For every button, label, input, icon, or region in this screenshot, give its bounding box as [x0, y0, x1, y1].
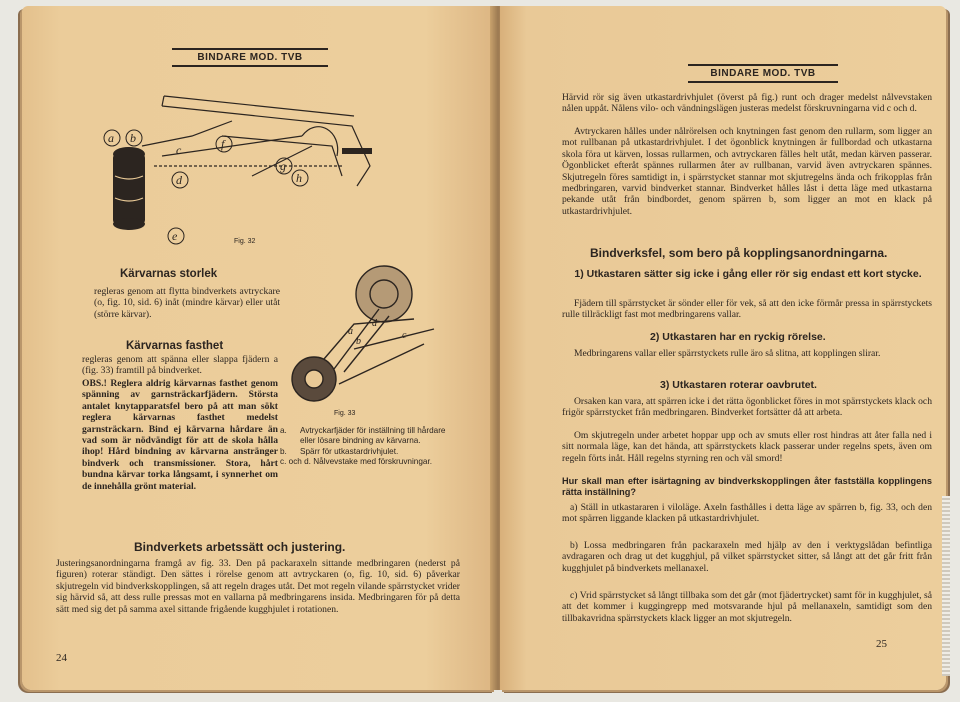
label-g [276, 158, 292, 174]
svg-text:e: e [172, 229, 178, 243]
label-e [168, 228, 184, 244]
label-h [292, 170, 308, 186]
page-edges [942, 496, 950, 676]
fig33-label-d: d [372, 318, 377, 329]
section-body-fasthet: regleras genom att spänna eller slappa fjädern a (fig. 33) framtill på bindverket. [82, 354, 278, 377]
paragraph-avtryckaren: Avtryckaren hålles under nålrörelsen och knytningen fast genom den rullarm, som ligger an mot rullbanan på utkastardrivhjulet. I det ögonblick knytningen är fullbordad och utkastarna skola föra ut kärven, lossas rullarmen, och avtryckaren fälles helt utåt, medan kärven passerar. Ögonblicket efteråt spännes rullarmen åter av rullbanan, varvid även avtryckaren spännes. Skjutregeln föres samtidigt in, i spärrstycket stannar mot skjutregelns ända och frikopplas från medbringaren, varvid bindverket stannar. Bindverket hålles låst i detta läge med utkastarna pekande utåt från bindbordet, genom spärren b, som ligger an mot en klack på utkastardrivhjulet. [562, 126, 932, 217]
label-d [172, 172, 188, 188]
section-body-arbetssatt: Justeringsanordningarna framgå av fig. 33. Den på packaraxeln sittande medbringaren (nederst på figuren) roterar ständigt. Den sättes i rörelse genom att avtryckaren (o, fig. 10, sid. 6) påverkar skjutregeln vid bindverkskopplingen, så att regeln drages utåt. Det mot regeln vilande spärrstycket vrider sig härvid så, att dess rulle pressas mot en vallarna på medbringarens insida. Medbringaren för på detta sätt med sig det på samma axel sittande frigående kugghjulet i rotationen. [56, 558, 460, 615]
section-title-arbetssatt: Bindverkets arbetssätt och justering. [134, 540, 346, 554]
fault-2-body: Medbringarens vallar eller spärrstyckets rulle äro så slitna, att kopplingen slirar. [574, 348, 881, 359]
fig33-label-a: a [348, 326, 353, 337]
svg-text:c: c [176, 143, 182, 157]
fault-1-body: Fjädern till spärrstycket är sönder eller för vek, så att den icke förmår pressa in spärrstyckets rulle tillräckligt fast mot medbringarens vallar. [562, 298, 932, 321]
section-title-fasthet: Kärvarnas fasthet [126, 340, 224, 352]
page-header: BINDARE MOD. TVB [688, 64, 838, 83]
page-number: 24 [56, 652, 67, 664]
open-booklet [22, 6, 948, 696]
step-b: b) Lossa medbringaren från packaraxeln med hjälp av den i verktygslådan befintliga avdragaren och drag ut det kugghjul, på vilket spärrstycket sitter, så långt att det går fritt från kugghjulet på bindverkets mellanaxel. [562, 540, 932, 574]
legend-item: a. Avtryckarfjäder för inställning till hårdare eller lösare bindning av kärvarna. [280, 426, 446, 446]
svg-text:g: g [280, 159, 286, 173]
page-header: BINDARE MOD. TVB [172, 48, 328, 67]
step-c: c) Vrid spärrstycket så långt tillbaka som det går (mot fjädertrycket) samt för in kugghjulet, så att det kommer i kuggingrepp med motsvarande hjul på mellanaxeln, samtidigt som den tillbakavridna spärrstyckets klack ligger an mot skjutregeln. [562, 590, 932, 624]
svg-text:b: b [130, 131, 136, 145]
legend-item: c. och d. Nålvevstake med förskruvningar. [280, 457, 433, 467]
fig33-label-b: b [356, 336, 361, 347]
figure-32-caption: Fig. 32 [234, 238, 256, 245]
svg-text:a: a [108, 131, 114, 145]
left-page [22, 6, 496, 690]
fault-2-title: 2) Utkastaren har en ryckig rörelse. [650, 331, 826, 343]
fig33-label-c: c [402, 330, 407, 341]
fault-1-title: 1) Utkastaren sätter sig icke i gång eller rör sig endast ett kort stycke. [574, 268, 922, 280]
intro-paragraph: Härvid rör sig även utkastardrivhjulet (överst på fig.) runt och drager medelst nålvevstaken nålen uppåt. Nålens vilo- och vändningslägen justeras medelst förskruvningarna vid c och d. [562, 92, 932, 115]
legend-item: b. Spärr för utkastardrivhjulet. [280, 446, 399, 456]
figure-33-legend [280, 426, 460, 468]
label-b [126, 130, 142, 146]
section-body-storlek: regleras genom att flytta bindverkets avtryckare (o, fig. 10, sid. 6) inåt (mindre kärvar) eller utåt (större kärvar). [94, 286, 280, 320]
label-f [216, 136, 232, 152]
svg-text:d: d [176, 173, 182, 187]
label-c [176, 143, 182, 157]
section-title-storlek: Kärvarnas storlek [120, 268, 218, 280]
fault-3-title: 3) Utkastaren roterar oavbrutet. [660, 379, 817, 391]
adjustment-question: Hur skall man efter isärtagning av bindverkskopplingen åter fastställa kopplingens rätta inställning? [562, 476, 932, 498]
fault-3-body: Orsaken kan vara, att spärren icke i det rätta ögonblicket föres in mot spärrstyckets klack och frigör spärrstycket från medbringaren. Bindverket fortsätter då att arbeta. [562, 396, 932, 419]
label-a [104, 130, 120, 146]
fault-3-body-2: Om skjutregeln under arbetet hoppar upp och av smuts eller rost hindras att åter falla ned i sitt normala läge, kan det hända, att spärrstyckets klack passerar under regelns spets, även om regeln förts inåt. Håll regelns styrning ren och väl smord! [562, 430, 932, 464]
main-section-title: Bindverksfel, som bero på kopplingsanordningarna. [590, 246, 888, 260]
section-warning-fasthet: OBS.! Reglera aldrig kärvarnas fasthet genom spänning av garnsträckarfjädern. Största antalet knytapparatsfel bero på att man sökt reglera kärvarnas fasthet medelst garnsträckarn. Bind ej kärvarna hårdare än vad som är nödvändigt för att de skola hålla ihop! Hård bindning av kärvarna anstränger bindverk och transmissioner. Stora, hårt bundna kärvar torka långsamt, i synnerhet om de innehålla grönt material. [82, 378, 278, 492]
figure-33-caption: Fig. 33 [334, 410, 356, 417]
step-a: a) Ställ in utkastararen i viloläge. Axeln fasthålles i detta läge av spärren b, fig. 33, och den mot spärren liggande klacken på utkastardrivhjulet. [562, 502, 932, 525]
figure-33-illustration [284, 264, 444, 414]
page-number: 25 [876, 638, 887, 650]
svg-text:h: h [296, 171, 302, 185]
right-page [500, 6, 946, 690]
svg-text:f: f [221, 137, 225, 151]
